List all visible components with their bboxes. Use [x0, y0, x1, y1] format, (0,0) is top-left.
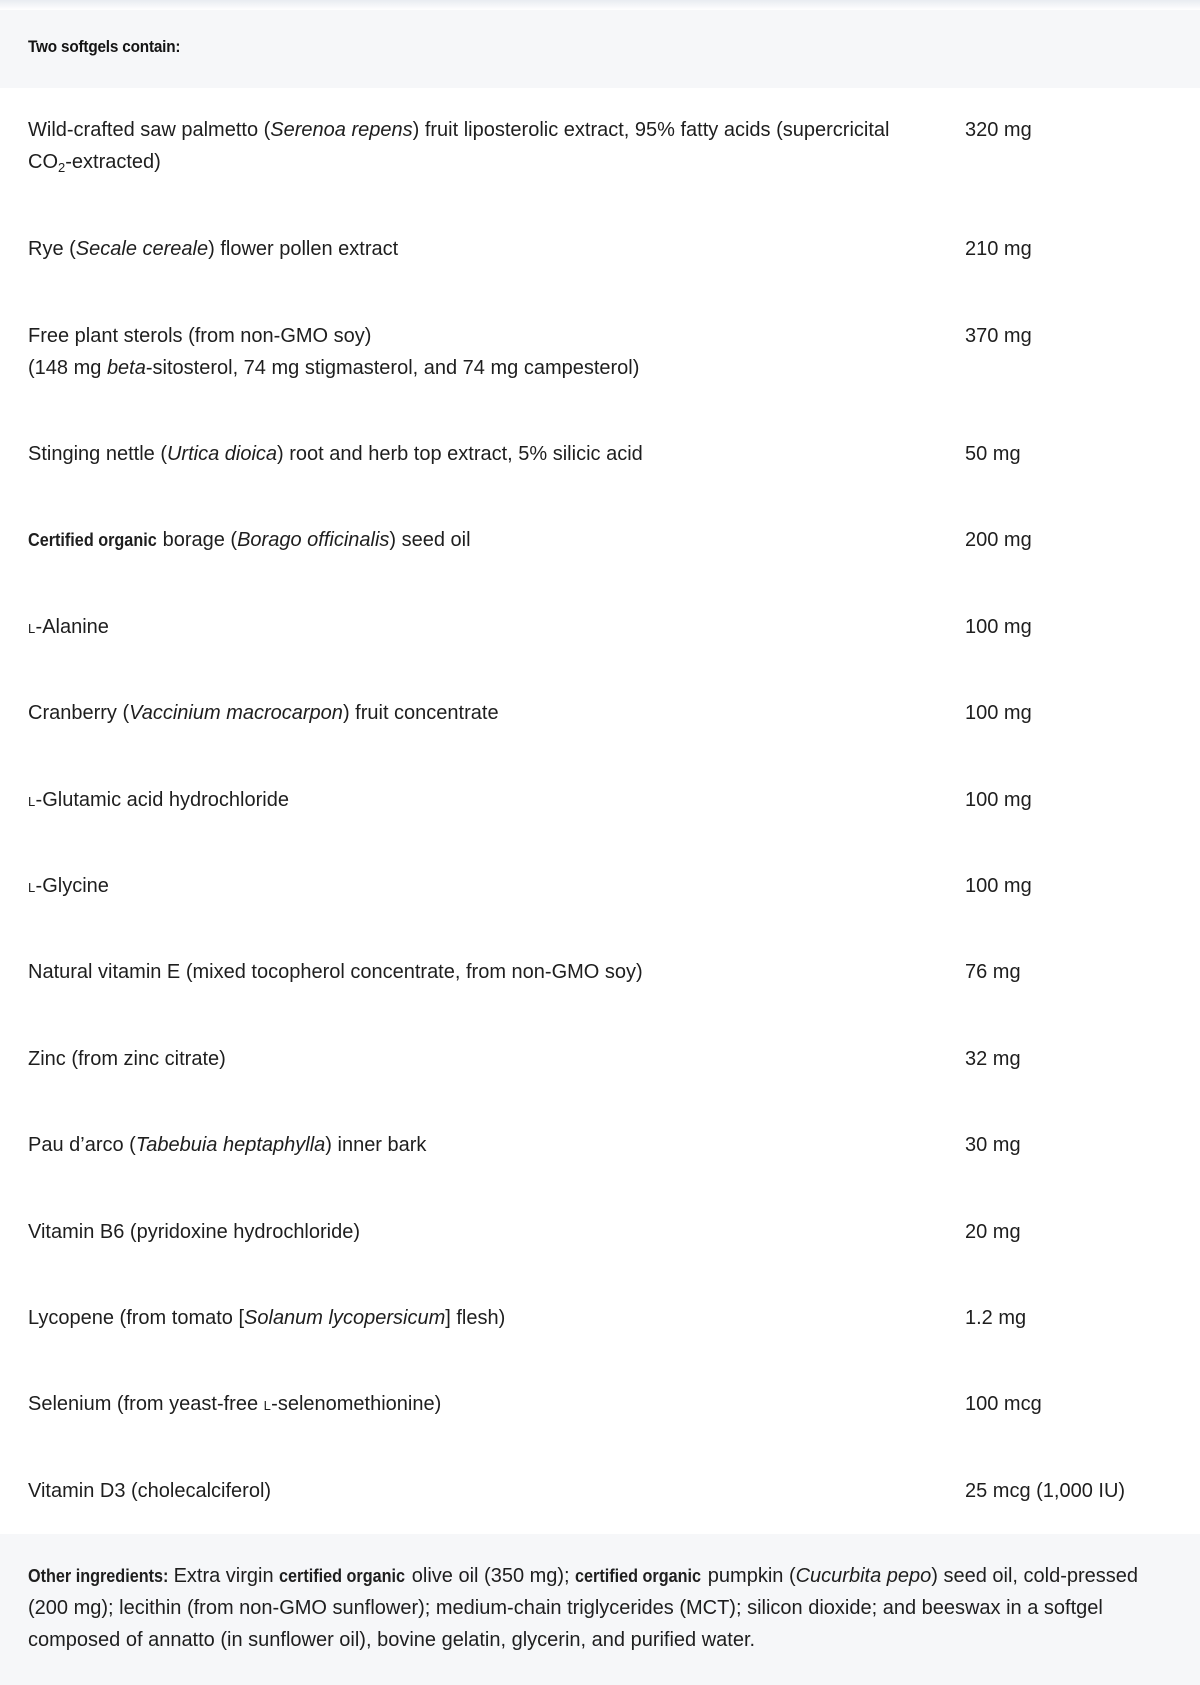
top-shadow: [0, 0, 1200, 10]
table-row: [0, 496, 1200, 582]
ingredient-text: ) root and herb top extract, 5% silicic acid: [277, 443, 643, 465]
ingredient-text: Free plant sterols (from non-GMO soy): [28, 325, 372, 347]
organic-label: certified organic: [279, 1566, 406, 1586]
other-ingredients-panel: [0, 1534, 1200, 1685]
table-row: [0, 1101, 1200, 1187]
ingredient-amount: 25 mcg (1,000 IU): [965, 1479, 1126, 1502]
ingredient-text: -Glycine: [35, 874, 109, 897]
ingredient-amount: 50 mg: [965, 443, 1021, 465]
ingredient-text: Selenium (from yeast-free: [28, 1393, 264, 1416]
ingredient-amount: 100 mg: [965, 874, 1032, 897]
table-row: [0, 583, 1200, 669]
ingredient-latin-name: Urtica dioica: [166, 443, 278, 465]
ingredient-latin-name: beta: [106, 357, 146, 379]
ingredient-name: Vitamin B6 (pyridoxine hydrochloride): [28, 1220, 361, 1243]
ingredient-latin-name: Serenoa repens: [270, 119, 413, 141]
ingredient-amount: 100 mg: [965, 788, 1032, 811]
ingredient-amount: 100 mcg: [965, 1393, 1042, 1416]
table-row: [0, 1360, 1200, 1446]
ingredient-name: Natural vitamin E (mixed tocopherol concentrate, from non-GMO soy): [28, 961, 643, 984]
table-row: [0, 756, 1200, 842]
ingredient-text: ) flower pollen extract: [208, 238, 399, 260]
ingredient-name: [28, 611, 965, 645]
ingredient-text: ] flesh): [445, 1306, 506, 1329]
other-ingredients-part: Extra virgin: [168, 1565, 280, 1587]
header-title: Two softgels contain:: [28, 37, 181, 56]
ingredient-amount: 1.2 mg: [965, 1306, 1027, 1329]
other-ingredients-part: ) seed oil, cold-pressed (200 mg); lecithin (from non-GMO sunflower); medium-chain triglycerides (MCT); silicon dioxide; and beeswax in a softgel composed of annatto (in sunflower oil), bovine gelatin, glycerin, and purified water.: [28, 1565, 1139, 1651]
small-caps-prefix: L: [28, 879, 36, 895]
ingredient-name: Vitamin D3 (cholecalciferol): [28, 1479, 272, 1502]
ingredient-text: ) inner bark: [325, 1134, 427, 1157]
ingredient-text: -extracted): [65, 151, 161, 173]
table-row: [0, 292, 1200, 410]
table-row: [0, 928, 1200, 1014]
table-row: [0, 842, 1200, 928]
ingredient-name: Zinc (from zinc citrate): [28, 1047, 226, 1070]
ingredient-text: Wild-crafted saw palmetto (: [28, 119, 271, 141]
table-row: [0, 410, 1200, 496]
ingredient-text: ) fruit concentrate: [342, 702, 499, 725]
supplement-facts-header: [0, 10, 1200, 88]
organic-label: certified organic: [575, 1566, 702, 1586]
ingredient-text: -selenomethionine): [271, 1393, 442, 1416]
ingredient-name: [28, 438, 965, 470]
ingredient-latin-name: Secale cereale: [75, 238, 209, 260]
ingredient-amount: 210 mg: [965, 238, 1032, 260]
ingredient-text: Stinging nettle (: [28, 443, 167, 465]
ingredient-amount: 30 mg: [965, 1134, 1021, 1157]
small-caps-prefix: L: [28, 620, 36, 636]
ingredient-amount: 20 mg: [965, 1220, 1021, 1243]
ingredient-name: [28, 114, 965, 178]
ingredient-text: ) seed oil: [389, 529, 471, 552]
ingredient-name: [28, 1388, 965, 1422]
table-row: [0, 1274, 1200, 1360]
ingredient-text: Rye (: [28, 238, 76, 260]
ingredient-text: Pau d’arco (: [28, 1134, 136, 1157]
organic-label: Certified organic: [28, 530, 157, 551]
ingredient-latin-name: Vaccinium macrocarpon: [129, 702, 343, 725]
ingredient-text: -Alanine: [35, 615, 109, 638]
subscript: 2: [58, 160, 66, 175]
ingredient-amount: 32 mg: [965, 1047, 1021, 1070]
ingredient-text: ) fruit liposterolic extract, 95% fatty acids (supercricital: [412, 119, 890, 141]
ingredient-amount: 100 mg: [965, 702, 1032, 725]
ingredient-name: [28, 1129, 965, 1161]
ingredient-latin-name: Solanum lycopersicum: [244, 1306, 446, 1329]
ingredient-table: [0, 88, 1200, 1533]
table-row: [0, 669, 1200, 755]
ingredient-name: [28, 784, 965, 818]
other-ingredients-label: Other ingredients:: [28, 1566, 169, 1586]
other-ingredients-part: pumpkin (: [702, 1565, 796, 1587]
ingredient-amount: 76 mg: [965, 961, 1021, 984]
ingredient-latin-name: Borago officinalis: [237, 529, 390, 552]
ingredient-latin-name: Cucurbita pepo: [795, 1565, 932, 1587]
small-caps-prefix: L: [28, 793, 36, 809]
other-ingredients-part: olive oil (350 mg);: [406, 1565, 576, 1587]
table-row: [0, 1447, 1200, 1533]
ingredient-text: Cranberry (: [28, 702, 130, 725]
ingredient-amount: 320 mg: [965, 119, 1032, 141]
small-caps-prefix: L: [263, 1398, 272, 1414]
ingredient-latin-name: Tabebuia heptaphylla: [135, 1134, 326, 1157]
ingredient-amount: 100 mg: [965, 615, 1032, 638]
ingredient-text: (148 mg: [28, 357, 107, 379]
other-ingredients-text: [28, 1560, 1172, 1656]
ingredient-name: [28, 697, 965, 729]
ingredient-amount: 370 mg: [965, 325, 1032, 347]
ingredient-name: [28, 320, 965, 384]
ingredient-name: [28, 233, 965, 265]
table-row: [0, 1015, 1200, 1101]
ingredient-text: CO: [28, 151, 58, 173]
ingredient-text: -sitosterol, 74 mg stigmasterol, and 74 mg campesterol): [145, 357, 640, 379]
table-row: [0, 205, 1200, 292]
ingredient-name: [28, 524, 965, 556]
ingredient-amount: 200 mg: [965, 529, 1032, 552]
ingredient-text: -Glutamic acid hydrochloride: [35, 788, 289, 811]
ingredient-name: [28, 870, 965, 904]
ingredient-text: borage (: [157, 529, 238, 552]
ingredient-text: Lycopene (from tomato [: [28, 1306, 245, 1329]
table-row: [0, 1188, 1200, 1274]
table-row: [0, 88, 1200, 205]
ingredient-name: [28, 1302, 965, 1334]
